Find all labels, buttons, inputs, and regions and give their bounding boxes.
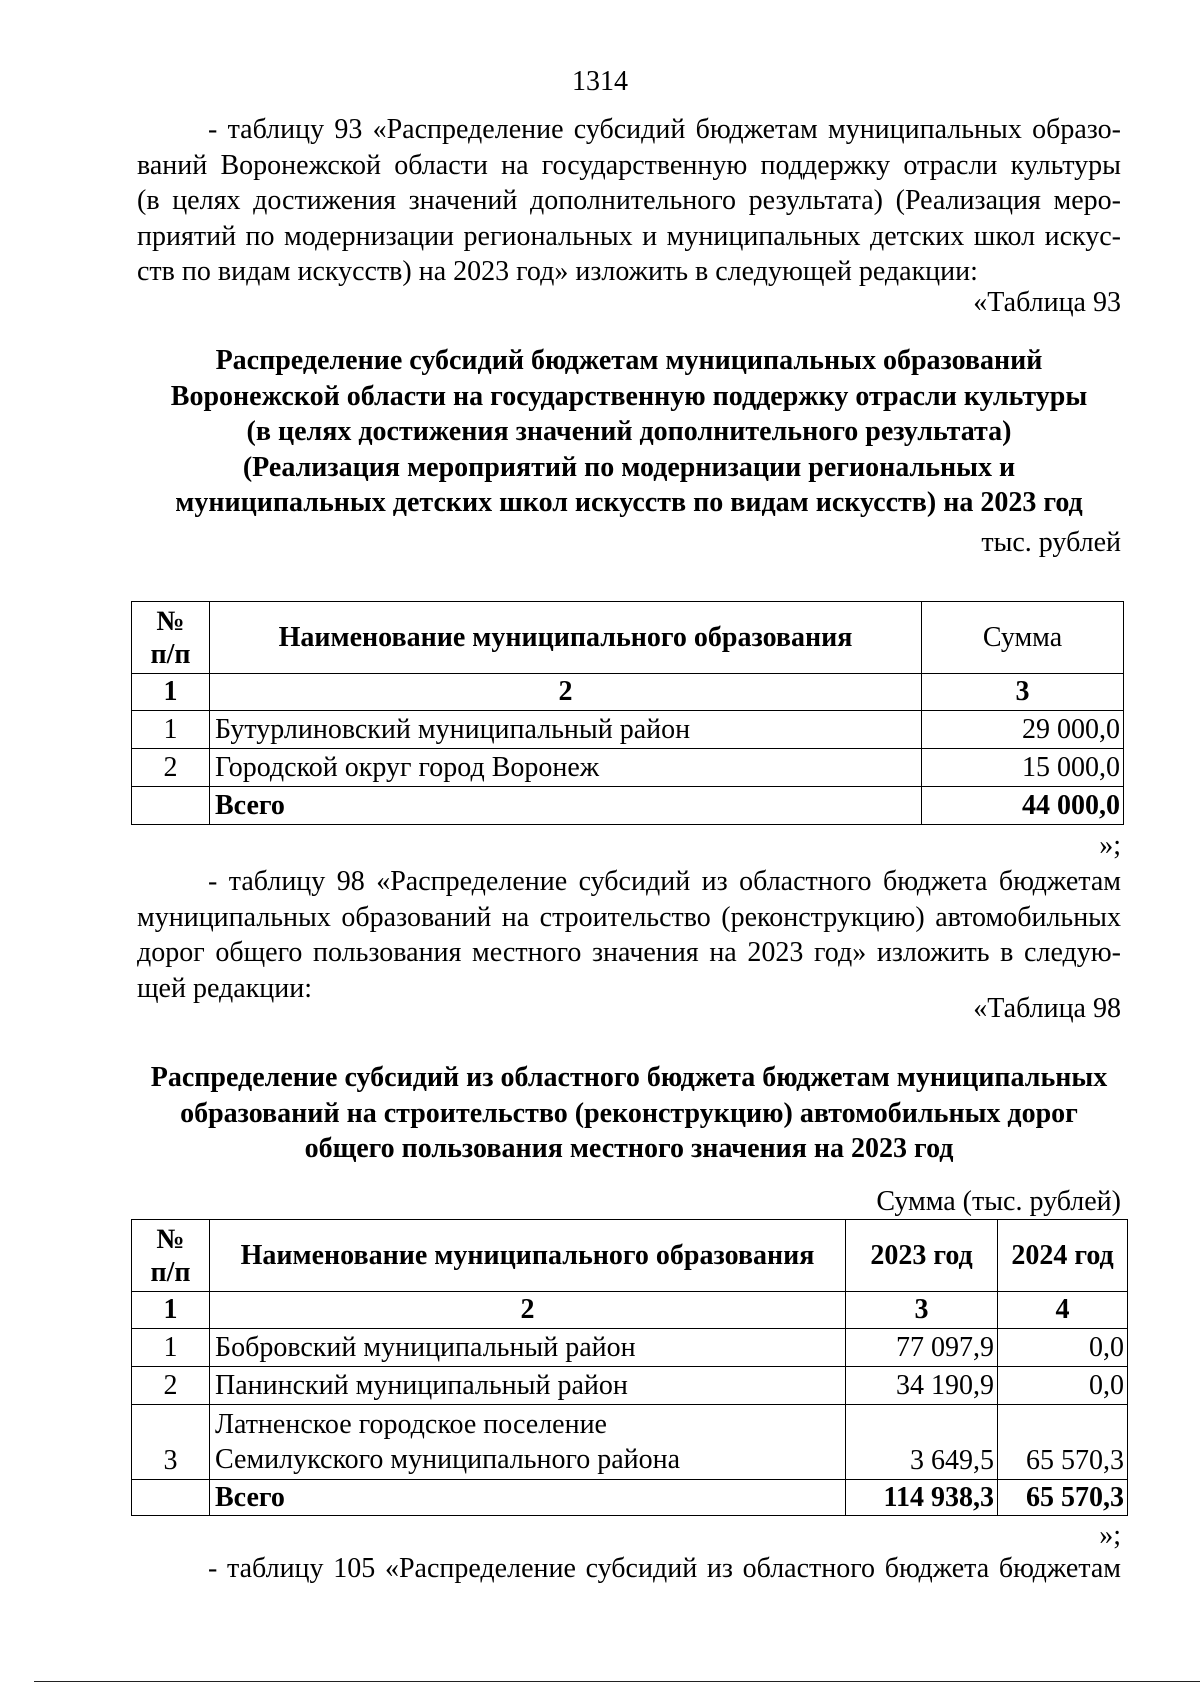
table-header-row bbox=[132, 602, 1124, 674]
row-num: 1 bbox=[132, 1329, 210, 1367]
header-num bbox=[132, 1220, 210, 1292]
header-name: Наименование муниципального образования bbox=[210, 1220, 846, 1292]
table98-unit: Сумма (тыс. рублей) bbox=[876, 1186, 1121, 1217]
row-value-2023: 34 190,9 bbox=[846, 1367, 998, 1405]
column-number: 1 bbox=[132, 1292, 210, 1329]
table-row bbox=[132, 1367, 1128, 1405]
column-number: 1 bbox=[132, 674, 210, 711]
column-number: 4 bbox=[998, 1292, 1128, 1329]
table-row bbox=[132, 1405, 1128, 1480]
row-num: 1 bbox=[132, 711, 210, 749]
title-line: общего пользования местного значения на 2023 год bbox=[304, 1133, 954, 1165]
header-num-symbol: № bbox=[156, 1223, 185, 1255]
table93 bbox=[131, 601, 1124, 825]
total-value-2023: 114 938,3 bbox=[846, 1480, 998, 1516]
header-year-2024: 2024 год bbox=[998, 1220, 1128, 1292]
column-number: 3 bbox=[846, 1292, 998, 1329]
table-row bbox=[132, 1329, 1128, 1367]
title-line: Распределение субсидий бюджетам муниципальных образований bbox=[215, 345, 1043, 376]
row-name-line: Семилукского муниципального района bbox=[215, 1444, 681, 1475]
title-line: образований на строительство (реконструкцию) автомобильных дорог bbox=[180, 1097, 1078, 1129]
header-year-2023: 2023 год bbox=[846, 1220, 998, 1292]
total-row bbox=[132, 1480, 1128, 1516]
row-name bbox=[210, 1405, 846, 1480]
paragraph-line: - таблицу 93 «Распределение субсидий бюджетам муниципальных образо- bbox=[208, 114, 1121, 145]
table98-closing: »; bbox=[1099, 1520, 1121, 1551]
paragraph-line: (в целях достижения значений дополнительного результата) (Реализация меро- bbox=[137, 185, 1121, 216]
total-label: Всего bbox=[210, 787, 922, 825]
row-sum: 15 000,0 bbox=[922, 749, 1124, 787]
table98 bbox=[131, 1219, 1128, 1516]
total-label: Всего bbox=[210, 1480, 846, 1516]
column-number-row bbox=[132, 674, 1124, 711]
column-number: 2 bbox=[210, 1292, 846, 1329]
row-num: 3 bbox=[132, 1405, 210, 1480]
row-value-2023: 3 649,5 bbox=[846, 1405, 998, 1480]
row-num: 2 bbox=[132, 749, 210, 787]
row-value-2024: 0,0 bbox=[998, 1329, 1128, 1367]
total-num bbox=[132, 1480, 210, 1516]
row-name: Бутурлиновский муниципальный район bbox=[210, 711, 922, 749]
paragraph-table98-intro bbox=[137, 864, 1121, 1006]
row-sum: 29 000,0 bbox=[922, 711, 1124, 749]
row-num: 2 bbox=[132, 1367, 210, 1405]
table93-title bbox=[137, 343, 1121, 521]
paragraph-line: муниципальных образований на строительство (реконструкцию) автомобильных bbox=[137, 901, 1121, 933]
row-name: Бобровский муниципальный район bbox=[210, 1329, 846, 1367]
table93-label: «Таблица 93 bbox=[973, 287, 1121, 318]
paragraph-table93-intro bbox=[137, 112, 1121, 290]
paragraph-table105-intro bbox=[137, 1551, 1121, 1587]
table93-unit: тыс. рублей bbox=[981, 527, 1121, 558]
paragraph-line: ваний Воронежской области на государственную поддержку отрасли культуры bbox=[137, 149, 1121, 181]
title-line: муниципальных детских школ искусств по видам искусств) на 2023 год bbox=[175, 487, 1083, 519]
column-number-row bbox=[132, 1292, 1128, 1329]
row-value-2024: 65 570,3 bbox=[998, 1405, 1128, 1480]
page-bottom-rule bbox=[34, 1681, 1200, 1682]
table-row bbox=[132, 749, 1124, 787]
paragraph-line: щей редакции: bbox=[137, 972, 313, 1004]
header-num-abbr: п/п bbox=[150, 638, 191, 670]
header-name: Наименование муниципального образования bbox=[210, 602, 922, 674]
title-line: (в целях достижения значений дополнительного результата) bbox=[246, 416, 1012, 448]
total-row bbox=[132, 787, 1124, 825]
page-number: 1314 bbox=[572, 66, 628, 97]
row-value-2023: 77 097,9 bbox=[846, 1329, 998, 1367]
title-line: Распределение субсидий из областного бюджета бюджетам муниципальных bbox=[150, 1062, 1108, 1093]
row-name: Городской округ город Воронеж bbox=[210, 749, 922, 787]
title-line: (Реализация мероприятий по модернизации региональных и bbox=[242, 451, 1016, 483]
total-num bbox=[132, 787, 210, 825]
paragraph-line: приятий по модернизации региональных и муниципальных детских школ искус- bbox=[137, 220, 1121, 252]
header-sum: Сумма bbox=[922, 602, 1124, 674]
table-row bbox=[132, 711, 1124, 749]
paragraph-line: - таблицу 98 «Распределение субсидий из областного бюджета бюджетам bbox=[208, 866, 1121, 897]
title-line: Воронежской области на государственную поддержку отрасли культуры bbox=[170, 380, 1088, 412]
row-value-2024: 0,0 bbox=[998, 1367, 1128, 1405]
total-value-2024: 65 570,3 bbox=[998, 1480, 1128, 1516]
header-num-abbr: п/п bbox=[150, 1256, 191, 1288]
paragraph-line: ств по видам искусств) на 2023 год» изложить в следующей редакции: bbox=[137, 256, 978, 287]
row-name: Панинский муниципальный район bbox=[210, 1367, 846, 1405]
paragraph-line: дорог общего пользования местного значения на 2023 год» изложить в следую- bbox=[137, 937, 1121, 968]
column-number: 2 bbox=[210, 674, 922, 711]
paragraph-line: - таблицу 105 «Распределение субсидий из областного бюджета бюджетам bbox=[208, 1553, 1121, 1584]
row-name-line: Латненское городское поселение bbox=[215, 1409, 607, 1440]
table98-label: «Таблица 98 bbox=[973, 993, 1121, 1024]
header-num bbox=[132, 602, 210, 674]
header-num-symbol: № bbox=[156, 605, 185, 637]
table93-closing: »; bbox=[1099, 830, 1121, 861]
total-sum: 44 000,0 bbox=[922, 787, 1124, 825]
column-number: 3 bbox=[922, 674, 1124, 711]
table-header-row bbox=[132, 1220, 1128, 1292]
table98-title bbox=[137, 1060, 1121, 1167]
